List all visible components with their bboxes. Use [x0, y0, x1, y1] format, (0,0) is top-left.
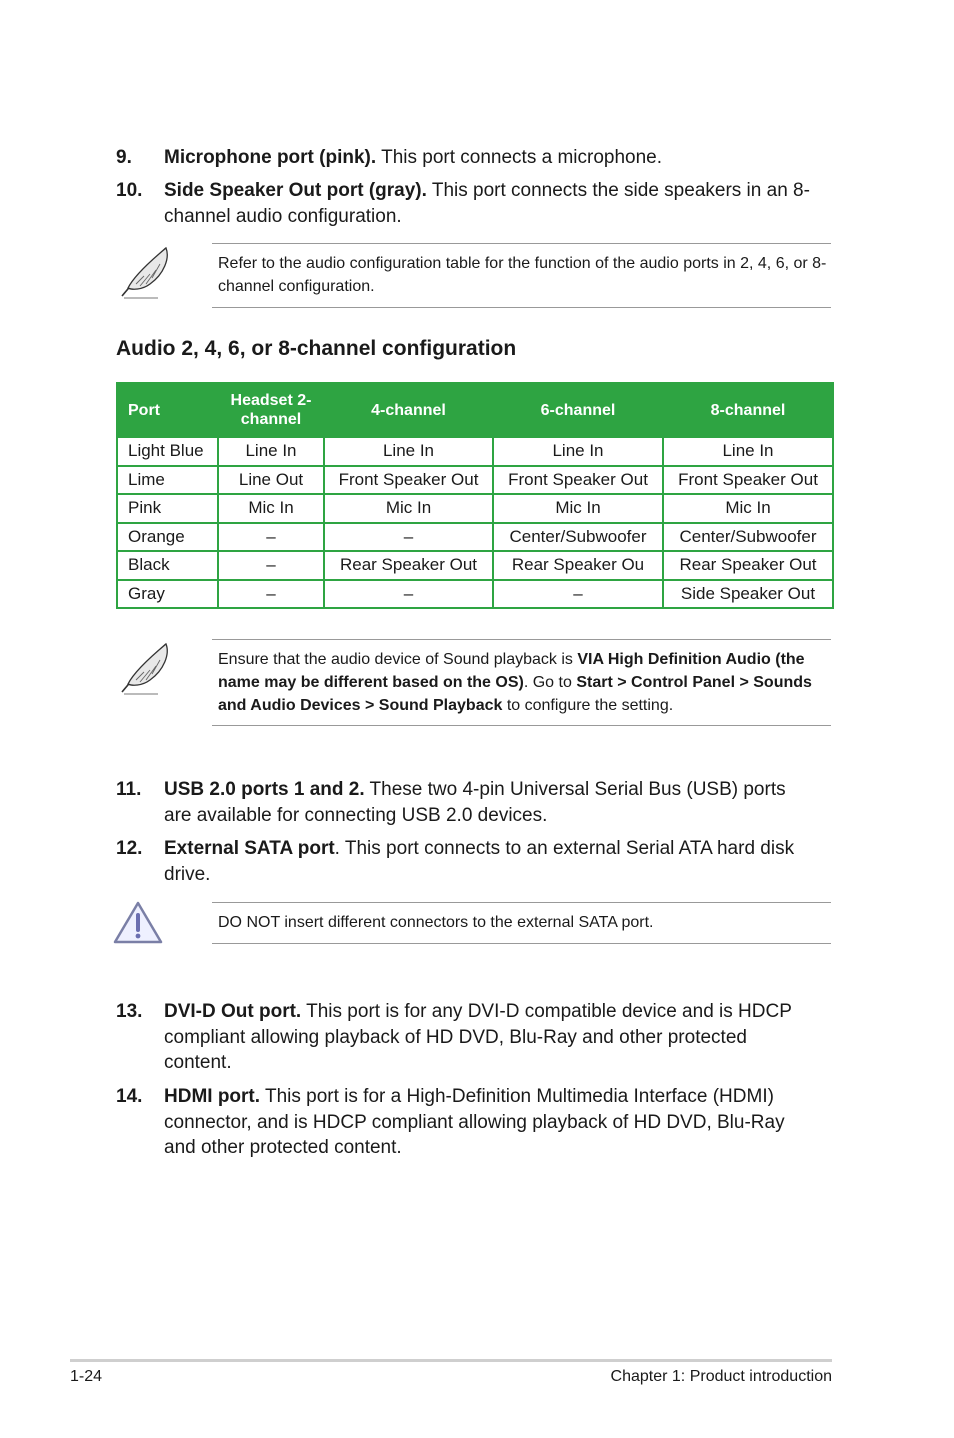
table-cell: Light Blue: [117, 437, 218, 466]
table-cell: Line In: [218, 437, 324, 466]
col-header: 4-channel: [324, 383, 493, 437]
footer-divider: [70, 1359, 832, 1362]
table-cell: Rear Speaker Out: [663, 551, 833, 580]
item-number: 14.: [116, 1086, 143, 1107]
table-cell: Side Speaker Out: [663, 580, 833, 609]
item-text: Side Speaker Out port (gray). This port connects the side speakers in an 8-channel audio configuration.: [164, 180, 810, 227]
table-cell: Mic In: [324, 494, 493, 523]
table-row: [117, 466, 833, 495]
note-text: Refer to the audio configuration table for the function of the audio ports in 2, 4, 6, or 8-channel configuration.: [218, 255, 827, 295]
note-text: Ensure that the audio device of Sound playback is VIA High Definition Audio (the name may be different based on the OS). Go to Start > Control Panel > Sounds and Audio Devices > Sound Playback to configure the setting.: [218, 651, 812, 714]
table-cell: Line In: [663, 437, 833, 466]
table-cell: Line In: [493, 437, 663, 466]
item-text: DVI-D Out port. This port is for any DVI-D compatible device and is HDCP compliant allowing playback of HD DVD, Blu-Ray and other protected content.: [164, 1001, 792, 1073]
note-box-1: [212, 243, 831, 308]
table-cell: Mic In: [663, 494, 833, 523]
table-cell: –: [493, 580, 663, 609]
table-row: [117, 551, 833, 580]
note-box-2: [212, 639, 831, 726]
item-number: 10.: [116, 180, 143, 201]
table-cell: Pink: [117, 494, 218, 523]
table-cell: Rear Speaker Out: [324, 551, 493, 580]
table-cell: Line Out: [218, 466, 324, 495]
col-header: 6-channel: [493, 383, 663, 437]
table-cell: Center/Subwoofer: [493, 523, 663, 552]
warning-triangle-icon: [112, 900, 164, 946]
table-cell: Lime: [117, 466, 218, 495]
table-cell: Front Speaker Out: [493, 466, 663, 495]
table-cell: –: [218, 551, 324, 580]
table-cell: –: [324, 580, 493, 609]
table-cell: Mic In: [218, 494, 324, 523]
table-cell: Front Speaker Out: [324, 466, 493, 495]
warning-box: [212, 902, 831, 944]
chapter-title: Chapter 1: Product introduction: [610, 1368, 832, 1385]
table-cell: Center/Subwoofer: [663, 523, 833, 552]
table-cell: –: [218, 580, 324, 609]
table-cell: Rear Speaker Ou: [493, 551, 663, 580]
item-number: 13.: [116, 1001, 143, 1022]
table-cell: Gray: [117, 580, 218, 609]
table-cell: –: [324, 523, 493, 552]
page-number: 1-24: [70, 1368, 103, 1385]
table-row: [117, 523, 833, 552]
col-header: Port: [117, 383, 218, 437]
feather-pen-icon: [114, 640, 174, 698]
table-row: [117, 494, 833, 523]
table-cell: Black: [117, 551, 218, 580]
item-text: HDMI port. This port is for a High-Definition Multimedia Interface (HDMI) connector, and is HDCP compliant allowing playback of HD DVD, Blu-Ray and other protected content.: [164, 1086, 785, 1158]
item-number: 12.: [116, 838, 143, 859]
table-cell: Front Speaker Out: [663, 466, 833, 495]
item-text: Microphone port (pink). This port connects a microphone.: [164, 147, 663, 168]
col-header: Headset 2-channel: [218, 383, 324, 437]
table-header-row: [117, 383, 833, 437]
item-text: USB 2.0 ports 1 and 2. These two 4-pin Universal Serial Bus (USB) ports are available for connecting USB 2.0 devices.: [164, 779, 786, 826]
warning-text: DO NOT insert different connectors to the external SATA port.: [218, 914, 654, 931]
col-header: 8-channel: [663, 383, 833, 437]
table-cell: Orange: [117, 523, 218, 552]
table-row: [117, 437, 833, 466]
table-title: Audio 2, 4, 6, or 8-channel configuration: [116, 337, 517, 360]
audio-config-table: [116, 382, 834, 609]
item-number: 9.: [116, 147, 132, 168]
table-cell: Line In: [324, 437, 493, 466]
table-row: [117, 580, 833, 609]
item-text: External SATA port. This port connects to an external Serial ATA hard disk drive.: [164, 838, 795, 885]
table-cell: –: [218, 523, 324, 552]
item-number: 11.: [116, 779, 142, 800]
feather-pen-icon: [114, 244, 174, 302]
table-cell: Mic In: [493, 494, 663, 523]
